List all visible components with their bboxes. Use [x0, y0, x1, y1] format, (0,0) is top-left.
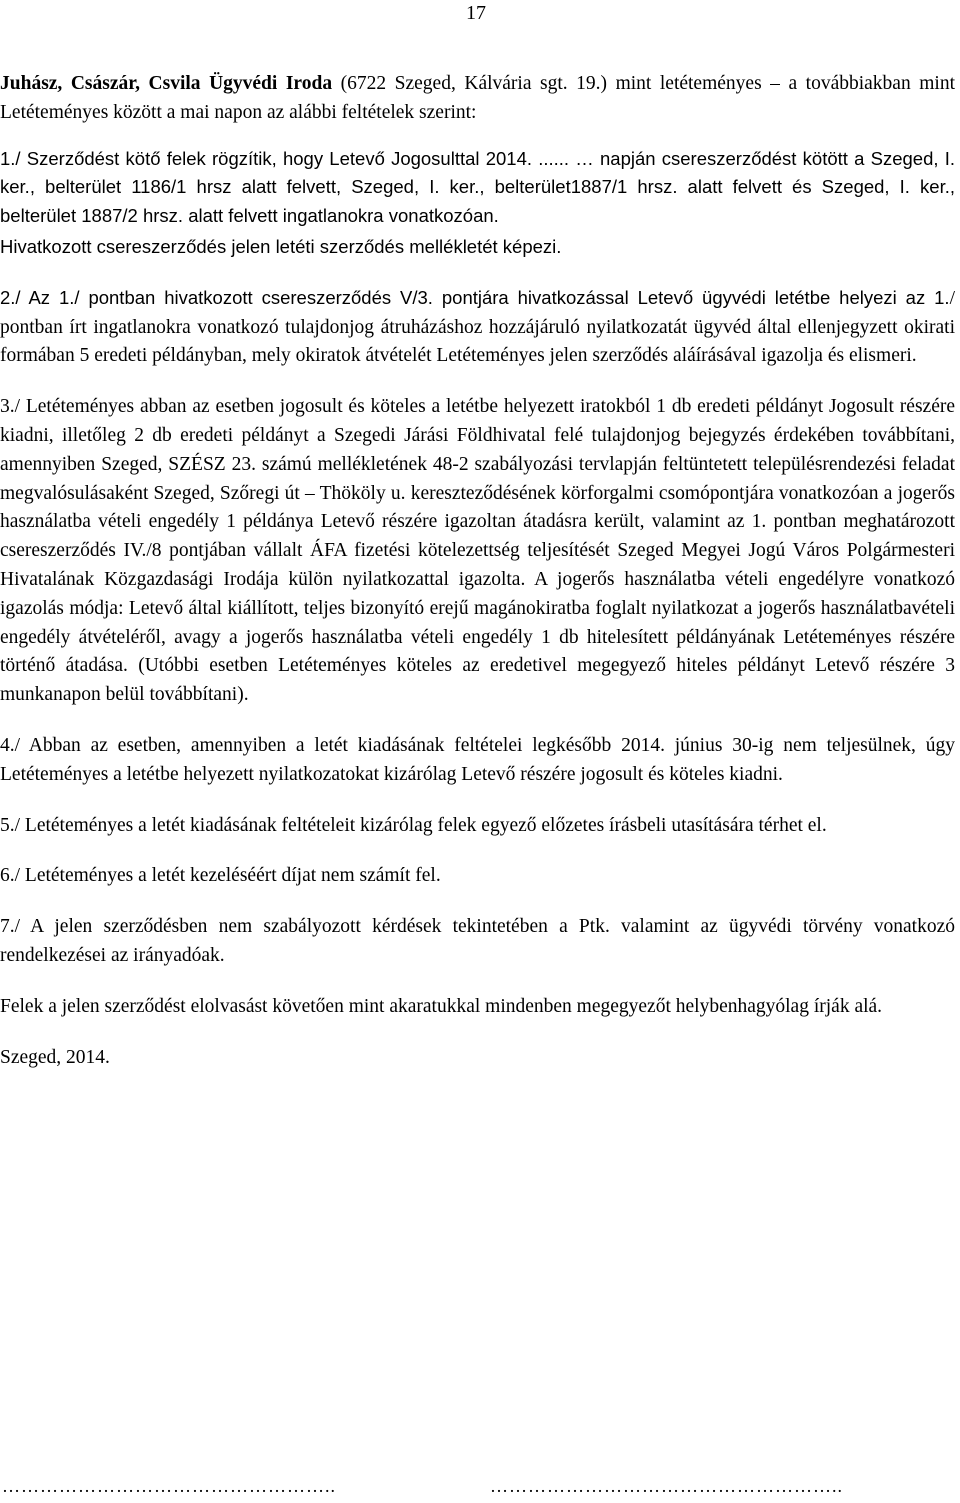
intro-paragraph — [0, 70, 955, 128]
closing-statement: Felek a jelen szerződést elolvasást követően mint akaratukkal mindenben megegyezőt helybenhagyólag írják alá. — [0, 995, 883, 1017]
section-2-serif-part: / pontban írt ingatlanokra vonatkozó tulajdonjog átruházáshoz hozzájáruló nyilatkozatát ügyvéd által ellenjegyzett okirati formában 5 eredeti példányban, mely okiratok átvételét Letéteményes jelen szerződés aláírásával igazolja és elismeri. — [0, 287, 955, 367]
section-7: 7./ A jelen szerződésben nem szabályozott kérdések tekintetében a Ptk. valamint az ügyvédi törvény vonatkozó rendelkezései az irányadóak. — [0, 916, 955, 966]
section-5: 5./ Letéteményes a letét kiadásának feltételeit kizárólag felek egyező előzetes írásbeli utasítására térhet el. — [0, 814, 827, 836]
section-4: 4./ Abban az esetben, amennyiben a letét kiadásának feltételei legkésőbb 2014. június 30-ig nem teljesülnek, úgy Letéteményes a letétbe helyezett nyilatkozatokat kizárólag Letevő részére jogosult és köteles kiadni. — [0, 734, 955, 785]
section-2-sans-part: 2./ Az 1./ pontban hivatkozott csereszerződés V/3. pontjára hivatkozással Letevő ügyvédi letétbe helyezi az 1. — [0, 286, 950, 308]
section-1: 1./ Szerződést kötő felek rögzítik, hogy Letevő Jogosulttal 2014. ...... … napján csereszerződést kötött a Szeged, I. ker., belterület 1186/1 hrsz alatt felvett, Szeged, I. ker., belterület1887/1 hrsz. alatt felvett és Szeged, I. ker., belterület 1887/2 hrsz. alatt felvett ingatlanokra vonatkozóan. — [0, 147, 955, 227]
section-6: 6./ Letéteményes a letét kezeléséért díjat nem számít fel. — [0, 865, 441, 887]
signature-line-left: …………………………………………….. — [2, 1476, 336, 1496]
page-number: 17 — [466, 2, 486, 24]
section-2 — [0, 284, 955, 371]
place-date: Szeged, 2014. — [0, 1046, 110, 1068]
section-3: 3./ Letéteményes abban az esetben jogosult és köteles a letétbe helyezett iratokból 1 db eredeti példányt Jogosult részére kiadni, illetőleg 2 db eredeti példányt a Szegedi Járási Földhivatal felé tulajdonjog bejegyzés érdekében továbbítani, amennyiben Szeged, SZÉSZ 23. számú mellékletének 48-2 szabályozási tervlapján feltüntetett településrendezési feladat megvalósulásaként Szeged, Szőregi út – Thököly u. kereszteződésének körforgalmi csomópontjára vonatkozóan a jogerős használatba vételi engedély 1 példánya Letevő részére igazoltan átadásra került, valamint az 1. pontban meghatározott csereszerződés IV./8 pontjában vállalt ÁFA fizetési kötelezettség teljesítését Szeged Megyei Jogú Város Polgármesteri Hivatalának Közgazdasági Irodája külön nyilatkozattal igazolta. A jogerős használatba vételi engedélyre vonatkozó igazolás módja: Letevő által kiállított, teljes bizonyító erejű magánokiratba foglalt nyilatkozat a jogerős használatbavételi engedély átvételéről, avagy a jogerős használatba vételi engedély 1 db hitelesített példányának Letéteményes részére történő átadása. (Utóbbi esetben Letéteményes köteles az eredetivel megegyező hiteles példányt Letevő részére 3 munkanapon belül továbbítani). — [0, 396, 955, 706]
document-body — [0, 70, 955, 1094]
signature-line-right: ……………………………………………….. — [490, 1476, 843, 1496]
law-firm-name: Juhász, Császár, Csvila Ügyvédi Iroda — [0, 73, 333, 94]
section-1-note: Hivatkozott csereszerződés jelen letéti szerződés mellékletét képezi. — [0, 235, 562, 257]
intro-text: (6722 Szeged, Kálvária sgt. 19.) mint letéteményes – a továbbiakban mint Letéteményes között a mai napon az alábbi feltételek szerint: — [0, 73, 955, 123]
signature-lines — [0, 1476, 960, 1500]
